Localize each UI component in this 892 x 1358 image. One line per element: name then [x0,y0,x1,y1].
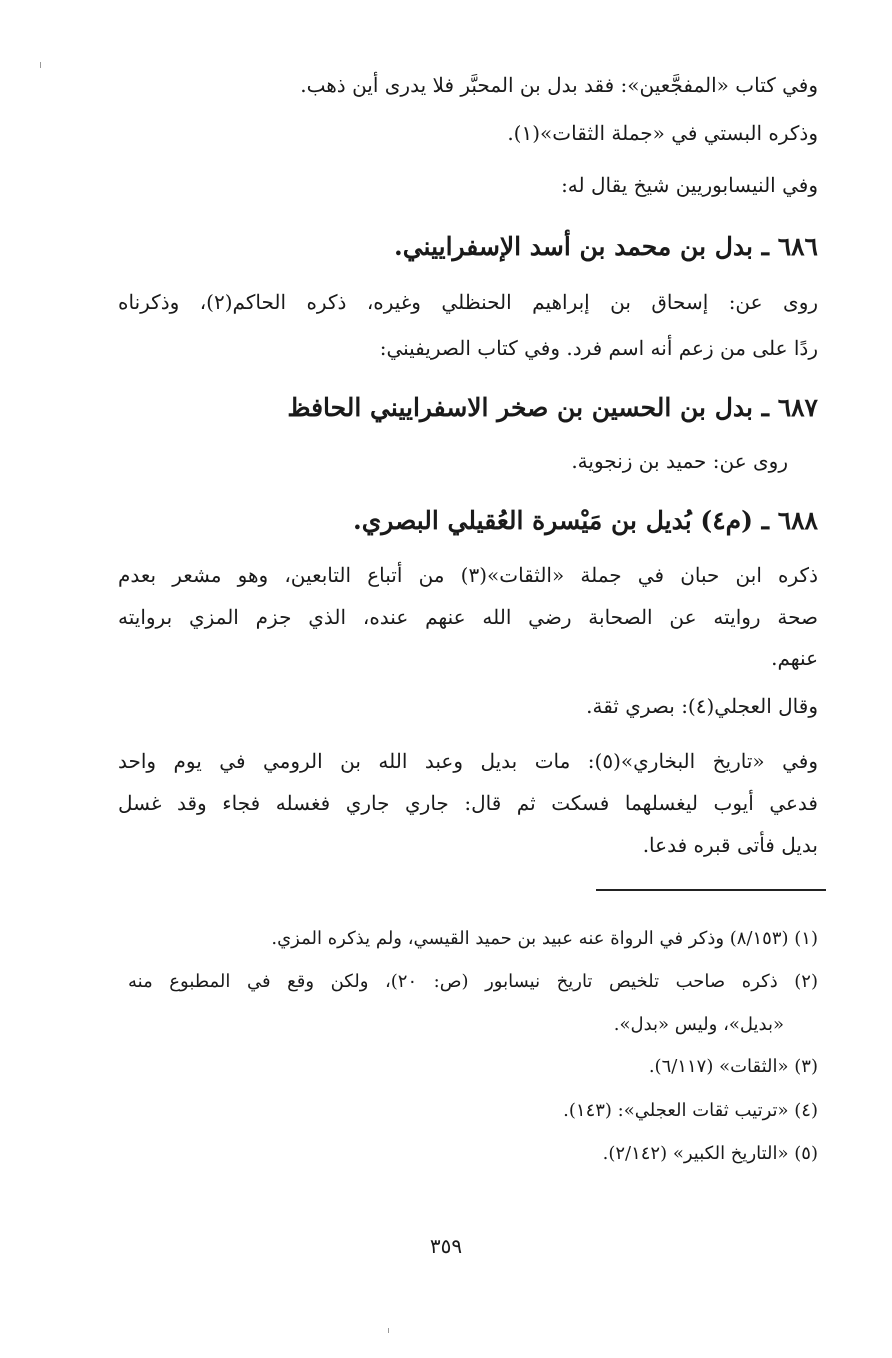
text-line: وفي كتاب «المفجَّعين»: فقد بدل بن المحبَّر فلا يدرى أين ذهب. [300,73,818,97]
footnote-5: (٥) «التاريخ الكبير» (٢/١٤٢). [602,1143,818,1164]
text-line: عنهم. [771,646,818,670]
footnote-separator [596,889,826,891]
footnote-4: (٤) «ترتيب ثقات العجلي»: (١٤٣). [563,1100,818,1121]
text-line: ذكره ابن حبان في جملة «الثقات»(٣) من أتباع التابعين، وهو مشعر بعدم [118,563,818,587]
page-number: ٣٥٩ [429,1234,463,1258]
footnote-1: (١) (٨/١٥٣) وذكر في الرواة عنه عبيد بن حميد القيسي، ولم يذكره المزي. [271,928,818,949]
footnote-3: (٣) «الثقات» (٦/١١٧). [648,1056,818,1077]
text-line: وفي النيسابوريين شيخ يقال له: [561,173,818,197]
entry-heading-687: ٦٨٧ ـ بدل بن الحسين بن صخر الاسفراييني الحافظ [287,393,818,422]
text-line: صحة روايته عن الصحابة رضي الله عنهم عنده، الذي جزم المزي بروايته [118,605,818,629]
footnote-2: (٢) ذكره صاحب تلخيص تاريخ نيسابور (ص: ٢٠)، ولكن وقع في المطبوع منه [128,971,818,992]
text-line: روى عن: حميد بن زنجوية. [571,449,788,473]
footnote-2-continued: «بديل»، وليس «بدل». [613,1014,784,1035]
text-line: وذكره البستي في «جملة الثقات»(١). [507,121,818,145]
text-line: روى عن: إسحاق بن إبراهيم الحنظلي وغيره، ذكره الحاكم(٢)، وذكرناه [118,290,819,314]
entry-heading-686: ٦٨٦ ـ بدل بن محمد بن أسد الإسفراييني. [393,232,818,261]
scan-edge-mark [40,62,41,68]
text-line: وقال العجلي(٤): بصري ثقة. [586,694,818,718]
text-line: فدعي أيوب ليغسلهما فسكت ثم قال: جاري جاري فغسله فجاء وقد غسل [118,791,818,815]
text-line: ردًا على من زعم أنه اسم فرد. وفي كتاب الصريفيني: [379,336,818,360]
entry-heading-688: ٦٨٨ ـ (م٤) بُديل بن مَيْسرة العُقيلي البصري. [353,506,818,535]
text-line: وفي «تاريخ البخاري»(٥): مات بديل وعبد الله بن الرومي في يوم واحد [118,749,818,773]
scan-edge-mark [388,1328,389,1333]
text-line: بديل فأتى قبره فدعا. [642,833,818,857]
